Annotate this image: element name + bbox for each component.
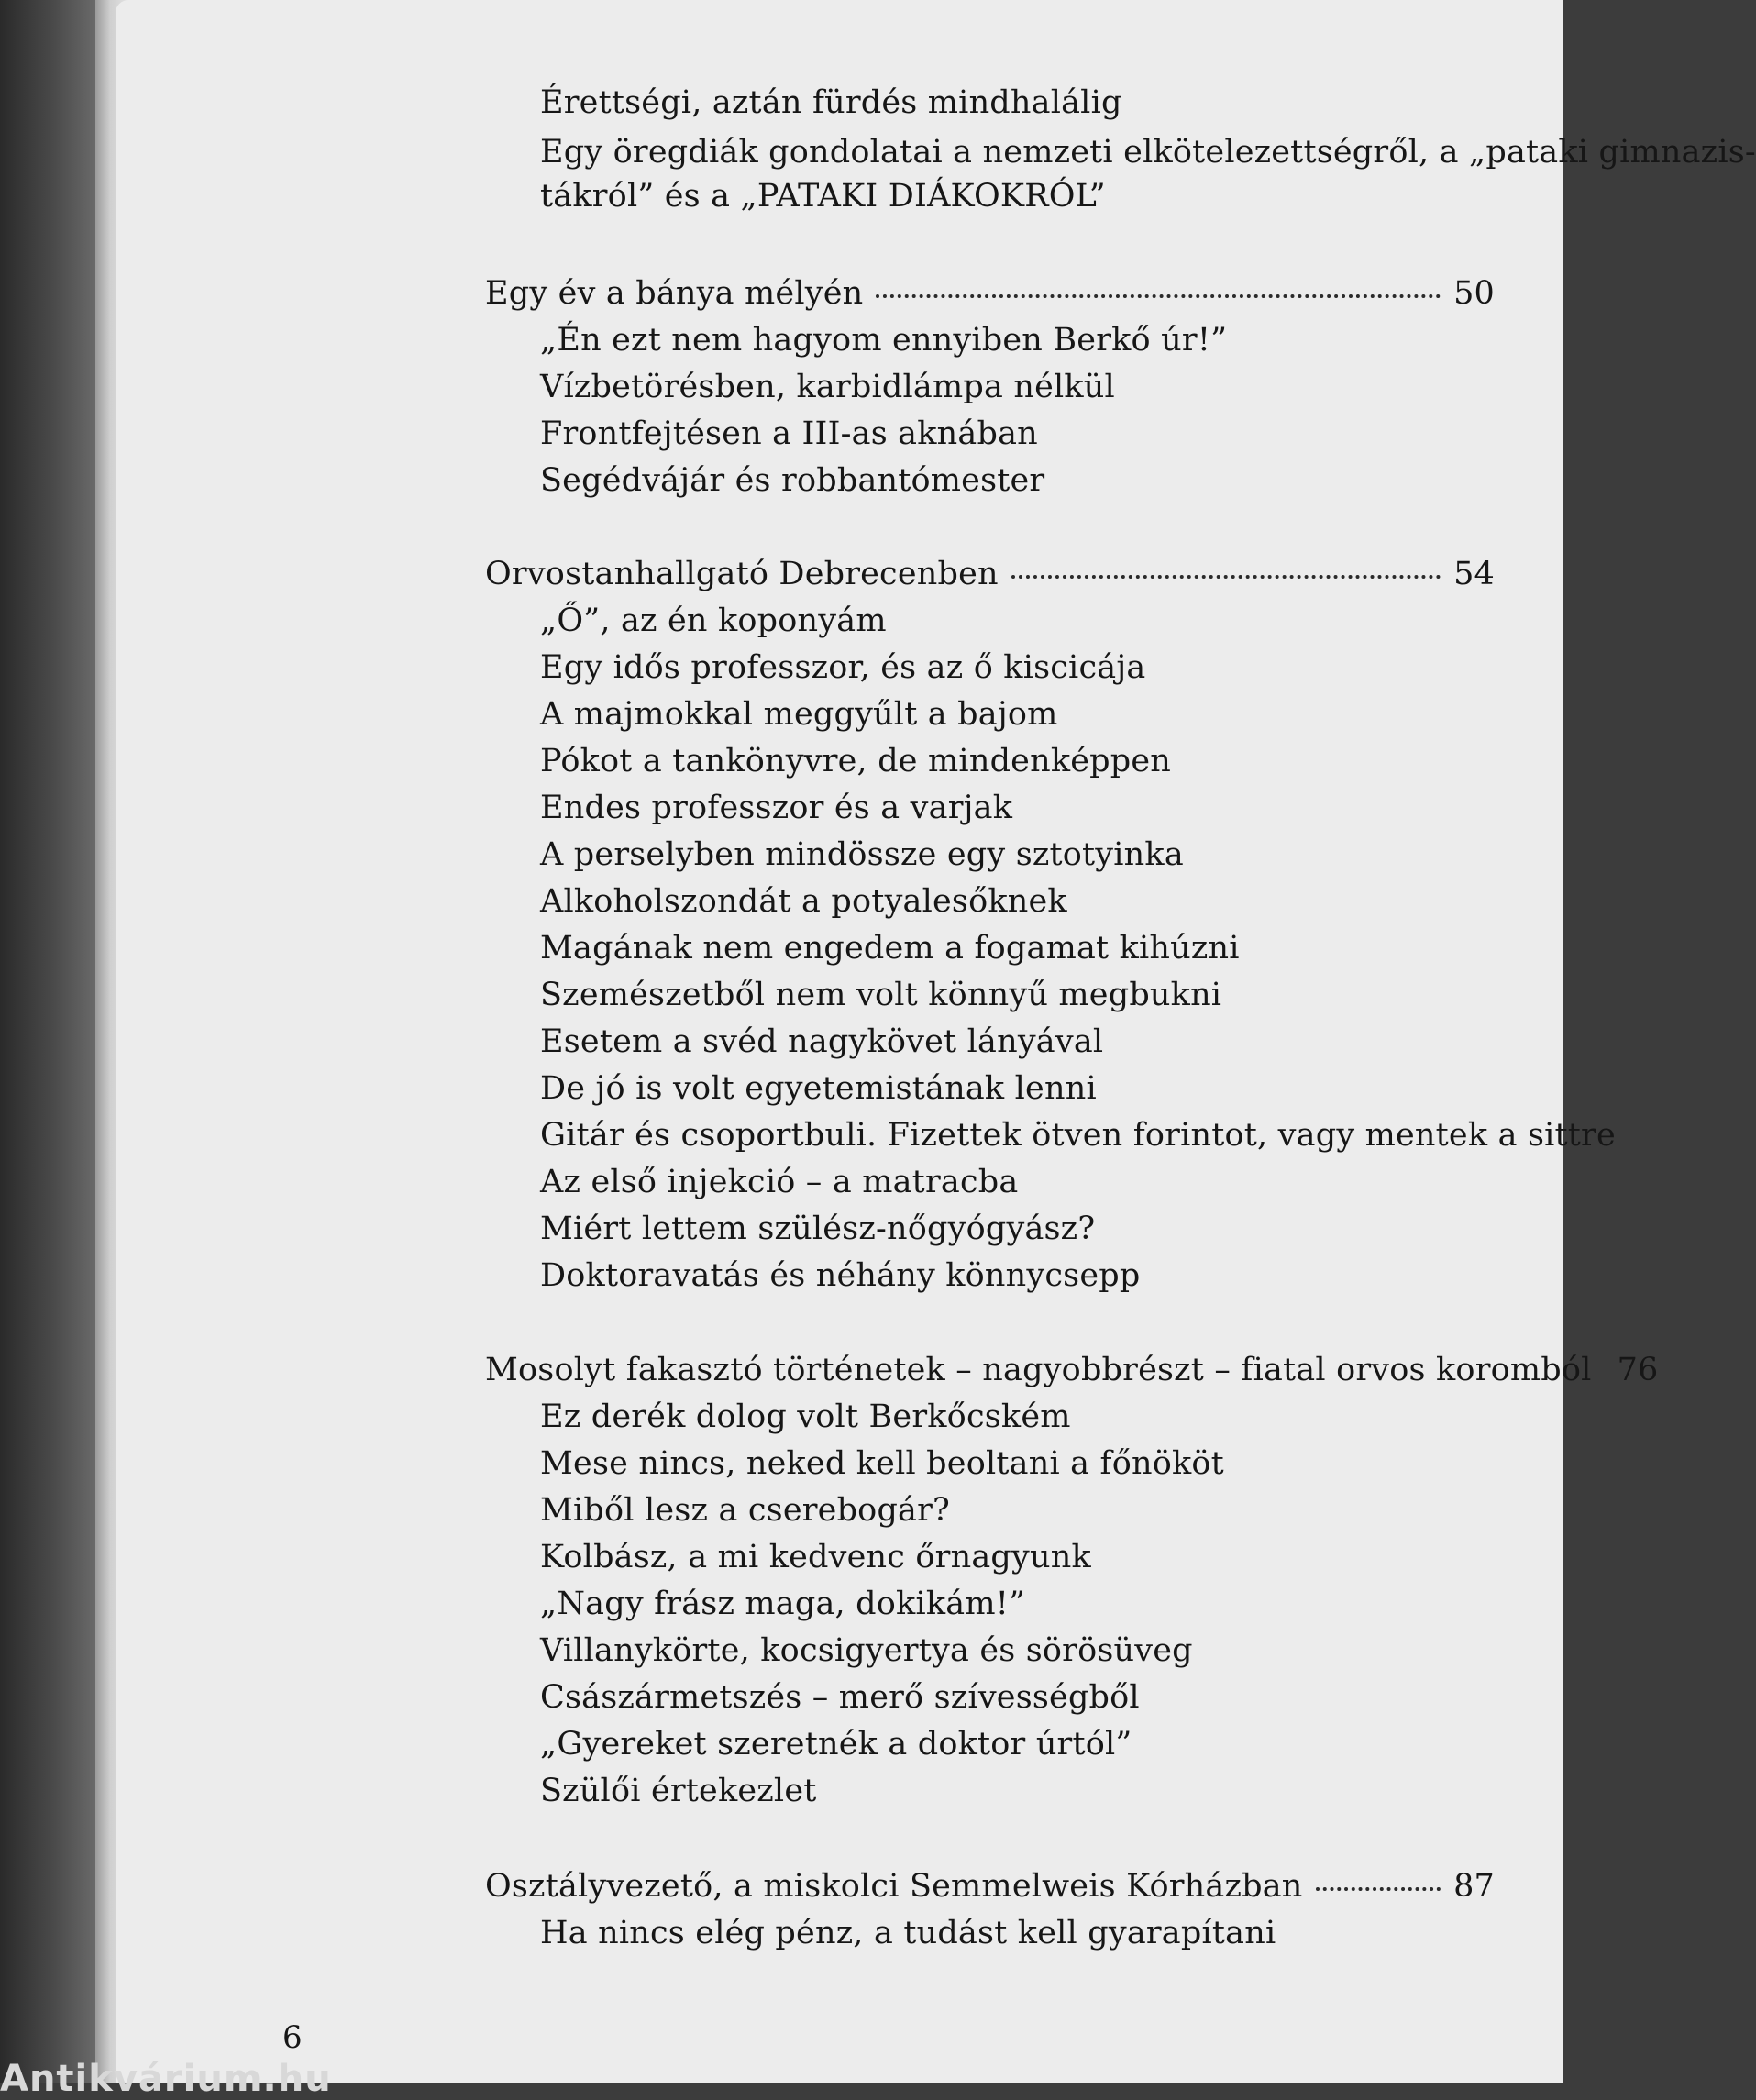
toc-subentry: Villanykörte, kocsigyertya és sörösüveg <box>540 1632 1193 1669</box>
toc-entry-title: Osztályvezető, a miskolci Semmelweis Kórházban <box>485 1868 1303 1905</box>
toc-entry <box>485 1348 1659 1392</box>
toc-subentry: Mese nincs, neked kell beoltani a főnököt <box>540 1445 1224 1482</box>
toc-subentry: Magának nem engedem a fogamat kihúzni <box>540 930 1240 967</box>
toc-subentry: Miből lesz a cserebogár? <box>540 1492 951 1529</box>
toc-subentry: Érettségi, aztán fürdés mindhalálig <box>540 84 1122 121</box>
toc-subentry: Gitár és csoportbuli. Fizettek ötven forintot, vagy mentek a sittre <box>540 1117 1616 1154</box>
dot-leader <box>876 293 1441 298</box>
toc-subentry: A majmokkal meggyűlt a bajom <box>540 696 1058 733</box>
toc-entry-page: 87 <box>1453 1868 1495 1905</box>
page-number: 6 <box>282 2019 303 2056</box>
toc-subentry: Vízbetörésben, karbidlámpa nélkül <box>540 369 1115 405</box>
toc-subentry: Esetem a svéd nagykövet lányával <box>540 1023 1104 1060</box>
toc-subentry: Ez derék dolog volt Berkőcském <box>540 1398 1071 1435</box>
toc-subentry: Kolbász, a mi kedvenc őrnagyunk <box>540 1539 1091 1575</box>
toc-subentry: Szemészetből nem volt könnyű megbukni <box>540 977 1222 1013</box>
toc-subentry: Miért lettem szülész-nőgyógyász? <box>540 1210 1096 1247</box>
book-page <box>116 0 1756 2083</box>
toc-subentry: „Nagy frász maga, dokikám!” <box>540 1586 1026 1622</box>
toc-subentry: „Ő”, az én koponyám <box>540 602 887 639</box>
toc-subentry: Egy idős professzor, és az ő kiscicája <box>540 649 1146 686</box>
toc-subentry: A perselyben mindössze egy sztotyinka <box>540 836 1184 873</box>
toc-subentry: „Gyereket szeretnék a doktor úrtól” <box>540 1726 1132 1763</box>
toc-subentry: Frontfejtésen a III-as aknában <box>540 415 1038 452</box>
toc-subentry: Császármetszés – merő szívességből <box>540 1679 1140 1716</box>
toc-entry-title: Mosolyt fakasztó történetek – nagyobbrészt – fiatal orvos koromból <box>485 1352 1592 1388</box>
toc-entry <box>485 552 1495 596</box>
toc-subentry: De jó is volt egyetemistának lenni <box>540 1070 1097 1107</box>
toc-subentry: Endes professzor és a varjak <box>540 790 1013 826</box>
toc-subentry: Doktoravatás és néhány könnycsepp <box>540 1257 1141 1294</box>
toc-subentry: tákról” és a „PATAKI DIÁKOKRÓL” <box>540 178 1106 215</box>
toc-subentry: Pókot a tankönyvre, de mindenképpen <box>540 743 1172 779</box>
toc-entry-title: Orvostanhallgató Debrecenben <box>485 556 999 592</box>
toc-entry-page: 50 <box>1453 275 1495 312</box>
watermark: Antikvárium.hu <box>0 2058 332 2100</box>
toc-entry <box>485 1864 1495 1908</box>
toc-subentry: Szülői értekezlet <box>540 1773 817 1809</box>
toc-subentry: Segédvájár és robbantómester <box>540 462 1045 499</box>
dot-leader <box>1011 573 1441 579</box>
toc-subentry: „Én ezt nem hagyom ennyiben Berkő úr!” <box>540 322 1228 359</box>
toc-entry <box>485 271 1495 315</box>
toc-subentry: Alkoholszondát a potyalesőknek <box>540 883 1067 920</box>
toc-subentry: Ha nincs elég pénz, a tudást kell gyarapítani <box>540 1915 1276 1951</box>
toc-subentry: Egy öregdiák gondolatai a nemzeti elkötelezettségről, a „pataki gimnazis- <box>540 134 1756 171</box>
toc-entry-page: 54 <box>1453 556 1495 592</box>
toc-subentry: Az első injekció – a matracba <box>540 1164 1019 1200</box>
toc-entry-page: 76 <box>1617 1352 1659 1388</box>
dot-leader <box>1316 1885 1441 1891</box>
toc-entry-title: Egy év a bánya mélyén <box>485 275 864 312</box>
